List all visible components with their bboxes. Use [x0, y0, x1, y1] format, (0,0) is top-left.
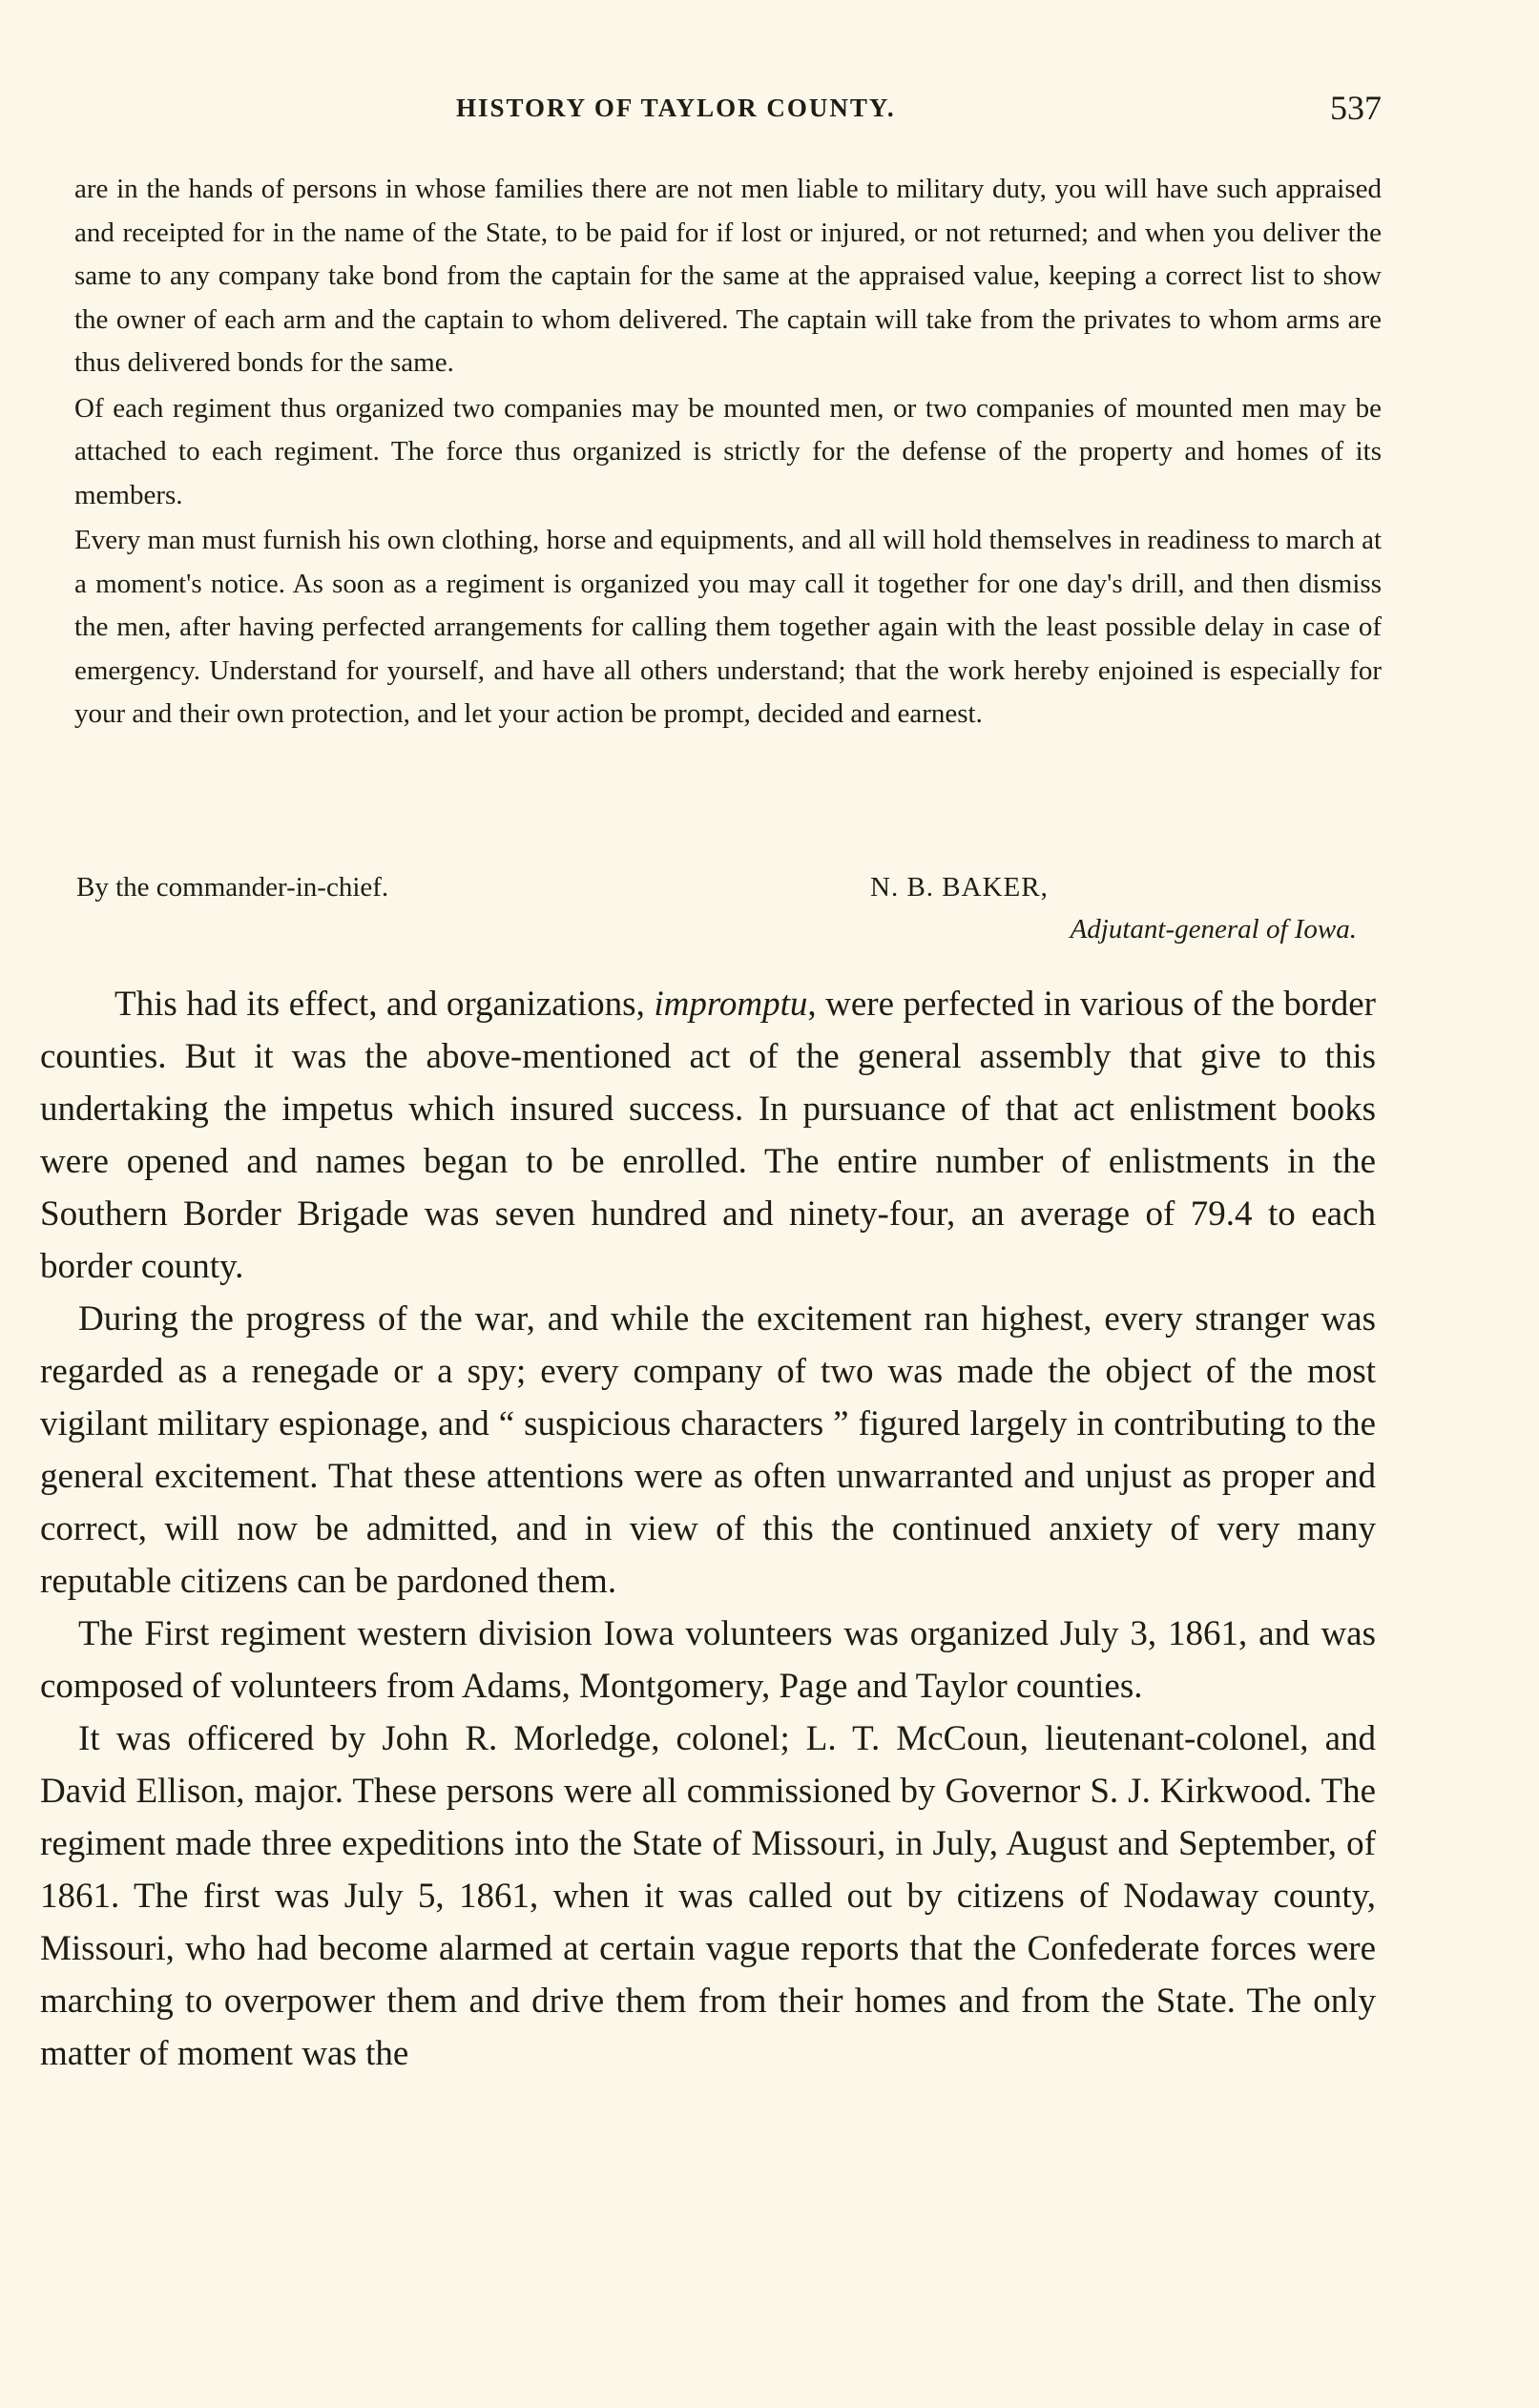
running-title: HISTORY OF TAYLOR COUNTY.: [456, 93, 896, 122]
signature-name: N. B. BAKER,: [870, 872, 1049, 903]
running-head: [74, 89, 1382, 132]
order-paragraph: Of each regiment thus organized two companies may be mounted men, or two companies of mounted men may be attached to each regiment. The force thus organized is strictly for the defense of the property and homes of its members.: [74, 392, 1382, 510]
signature-block: [74, 866, 1382, 957]
signature-title: Adjutant-general of Iowa.: [1070, 914, 1357, 945]
body-paragraph: The First regiment western division Iowa volunteers was organized July 3, 1861, and was composed of volunteers from Adams, Montgomery, Page and Taylor counties.: [40, 1614, 1376, 1706]
body-paragraph: During the progress of the war, and while the excitement ran highest, every stranger was regarded as a renegade or a spy; every company of two was made the object of the most vigilant military espionage, and “ suspicious characters ” figured largely in contributing to the general excitement. That these attentions were as often unwarranted and unjust as proper and correct, will now be admitted, and in view of this the continued anxiety of very many reputable citizens can be pardoned them.: [40, 1299, 1376, 1601]
italic-term: impromptu: [654, 985, 808, 1024]
signature-attribution: By the commander-in-chief.: [76, 872, 389, 903]
order-paragraph: are in the hands of persons in whose families there are not men liable to military duty, you will have such appraised and receipted for in the name of the State, to be paid for if lost or injured, or not returned; and when you deliver the same to any company take bond from the captain for the same at the appraised value, keeping a correct list to show the owner of each arm and the captain to whom delivered. The captain will take from the privates to whom arms are thus delivered bonds for the same.: [74, 174, 1382, 378]
body-paragraph: It was officered by John R. Morledge, colonel; L. T. McCoun, lieutenant-colonel, and David Ellison, major. These persons were all commissioned by Governor S. J. Kirkwood. The regiment made three expeditions into the State of Missouri, in July, August and September, of 1861. The first was July 5, 1861, when it was called out by citizens of Nodaway county, Missouri, who had become alarmed at certain vague reports that the Confederate forces were marching to overpower them and drive them from their homes and from the State. The only matter of moment was the: [40, 1719, 1376, 2073]
body-text-run: , were perfected in various of the border counties. But it was the above-mentioned act of the general assembly that give to this undertaking the impetus which insured success. In pursuance of that act enlistment books were opened and names began to be enrolled. The entire number of enlistments in the Southern Border Brigade was seven hundred and ninety-four, an average of 79.4 to each border county.: [40, 985, 1376, 1286]
order-paragraph: Every man must furnish his own clothing, horse and equipments, and all will hold themselves in readiness to march at a moment's notice. As soon as a regiment is organized you may call it together for one day's drill, and then dismiss the men, after having perfected arrangements for calling them together again with the least possible delay in case of emergency. Understand for yourself, and have all others understand; that the work hereby enjoined is especially for your and their own protection, and let your action be prompt, decided and earnest.: [74, 525, 1382, 729]
body-text-run: This had its effect, and organizations,: [114, 985, 655, 1024]
main-body-text: [40, 978, 1376, 2080]
quoted-order-text: [74, 168, 1382, 737]
page-number: 537: [1330, 89, 1382, 127]
body-paragraph: [40, 978, 1376, 1293]
